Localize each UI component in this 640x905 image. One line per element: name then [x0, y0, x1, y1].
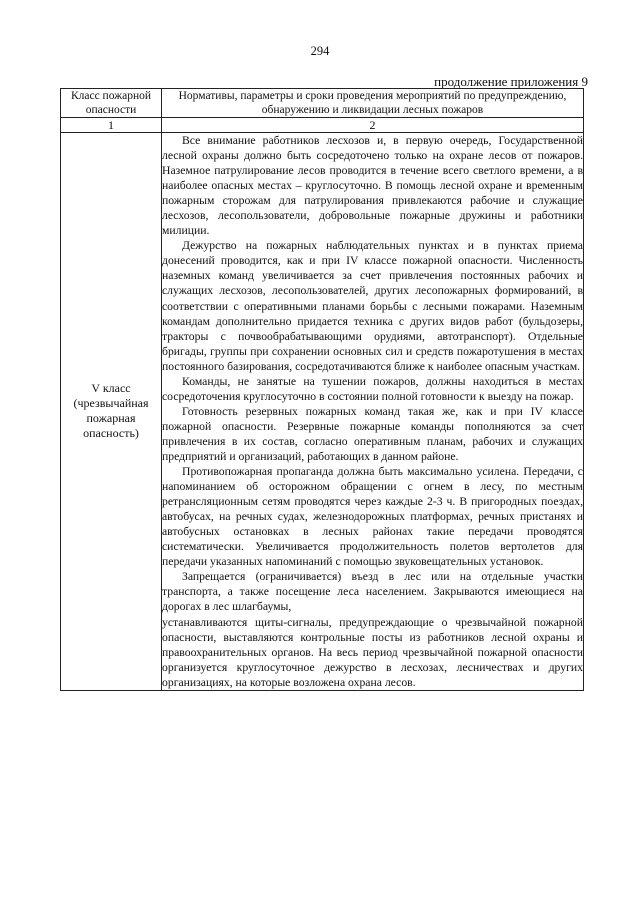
column-number-2: 2: [162, 118, 584, 133]
paragraph: Запрещается (ограничивается) въезд в лес или на отдельные участки транспорта, а также посещение леса населением. Закрываются имеющиеся на дорогах в лес шлагбаумы,: [162, 570, 583, 614]
paragraph: Готовность резервных пожарных команд такая же, как и при IV классе пожарной опасности. Резервные пожарные команды пополняются за счет привлечения в их состав, согласно оперативным планам, рабочих и служащих предприятий и организаций, работающих в данном районе.: [162, 404, 583, 463]
fire-measures-table: [60, 88, 584, 691]
column-number-1: 1: [61, 118, 162, 133]
header-class-column: Класс пожарной опасности: [61, 89, 162, 118]
paragraph: Команды, не занятые на тушении пожаров, должны находиться в местах сосредоточения круглосуточно в состоянии полной готовности к выезду на пожар.: [162, 374, 583, 403]
header-measures-column: Нормативы, параметры и сроки проведения мероприятий по предупреждению, обнаружению и ликвидации лесных пожаров: [162, 89, 584, 118]
paragraph: Противопожарная пропаганда должна быть максимально усилена. Передачи, с напоминанием об осторожном обращении с огнем в лесу, по местным ретрансляционным сетям проводятся через каждые 2-3 ч. В пригородных поездах, автобусах, на речных судах, железнодорожных платформах, речных пристанях и автобусных остановках в лесных районах такие передачи проводятся систематически. Увеличивается продолжительность полетов вертолетов для передачи указанных напоминаний с помощью звуковещательных установок.: [162, 465, 583, 569]
table-header-row: [61, 89, 584, 118]
continuation-heading: продолжение приложения 9: [434, 74, 588, 89]
table-row: [61, 133, 584, 691]
paragraph: Дежурство на пожарных наблюдательных пунктах и в пунктах приема донесений проводится, как и при IV классе пожарной опасности. Численность наземных команд увеличивается за счет привлечения постоянных рабочих и служащих лесхозов, лесопользователей, других лесопожарных формирований, в соответствии с оперативными планами борьбы с лесными пожарами. Наземным командам дополнительно придается техника с других видов работ (бульдозеры, тракторы с почвообрабатывающими орудиями, автотранспорт). Отдельные бригады, группы при сохранении основных сил и средств пожаротушения в местах постоянного базирования, сосредотачиваются ближе к наиболее опасным участкам.: [162, 239, 583, 373]
paragraph-continuation: устанавливаются щиты-сигналы, предупреждающие о чрезвычайной пожарной опасности, выставляются контрольные посты из работников лесной охраны и правоохранительных органов. На весь период чрезвычайной пожарной опасности организуется круглосуточное дежурство в лесхозах, лесничествах и других организациях, на которые возложена охрана лесов.: [162, 615, 583, 689]
page-number: 294: [310, 44, 330, 58]
column-number-row: [61, 118, 584, 133]
paragraph: Все внимание работников лесхозов и, в первую очередь, Государственной лесной охраны должно быть сосредоточено только на охране лесов от пожаров. Наземное патрулирование лесов проводится в течение всего светлого времени, а в наиболее опасных местах – круглосуточно. В помощь лесной охране и временным пожарным сторожам для патрулирования привлекаются рабочие и служащие лесхозов, лесопользователи, добровольные пожарные дружины и работники милиции.: [162, 134, 583, 238]
fire-class-label: V класс (чрезвычайная пожарная опасность): [61, 133, 162, 691]
measures-text-cell: [162, 133, 584, 691]
